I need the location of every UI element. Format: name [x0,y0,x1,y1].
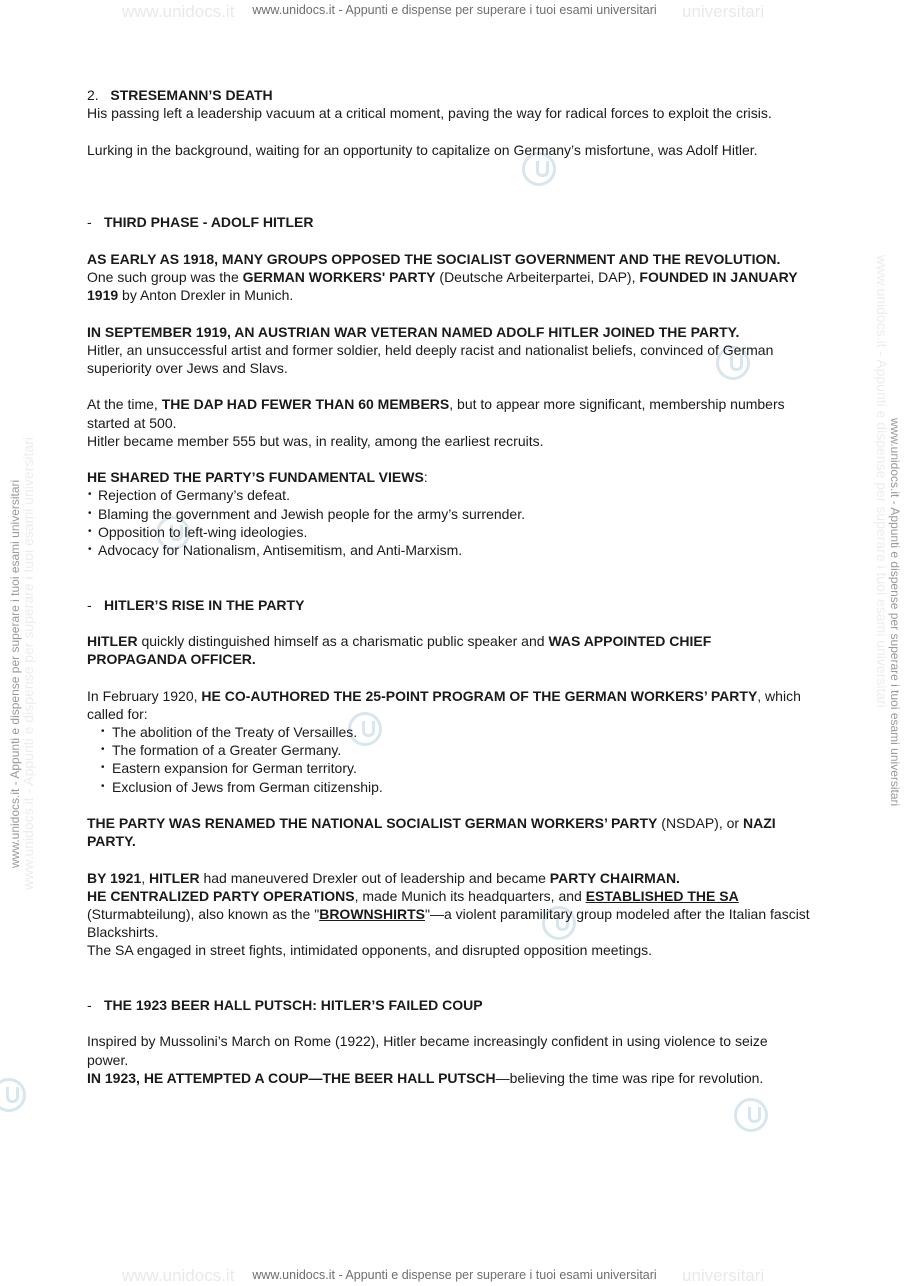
paragraph: Hitler became member 555 but was, in reality, among the earliest recruits. [87,432,544,449]
bullet-list-party-views [87,486,812,559]
unidocs-logo-icon [0,1078,26,1112]
paragraph: HITLER quickly distinguished himself as a charismatic public speaker and WAS APPOINTED CHIEF PROPAGANDA OFFICER. [87,632,712,668]
list-item: • The formation of a Greater Germany. [87,741,812,759]
watermark-ghost-side-left: www.unidocs.it - Appunti e dispense per superare i tuoi esami universitari [20,437,36,890]
watermark-ghost-top-right: universitari [682,2,765,21]
paragraph: Hitler, an unsuccessful artist and former soldier, held deeply racist and nationalist beliefs, convinced of German superiority over Jews and Slavs. [87,341,774,376]
list-item: • Advocacy for Nationalism, Antisemitism, and Anti-Marxism. [87,541,812,559]
watermark-ghost-bottom-left: www.unidocs.it [122,1266,235,1285]
bullet-list-25-point-program [87,723,812,796]
unidocs-logo-icon [734,1098,768,1132]
section-heading-stresemann: 2. STRESEMANN’S DEATH [87,87,273,103]
list-item: • Rejection of Germany’s defeat. [87,486,812,504]
paragraph: HE SHARED THE PARTY’S FUNDAMENTAL VIEWS: [87,469,428,486]
watermark-side-right: www.unidocs.it - Appunti e dispense per superare i tuoi esami universitari [888,418,902,807]
document-body [87,86,812,1087]
paragraph: One such group was the GERMAN WORKERS' PARTY (Deutsche Arbeiterpartei, DAP), FOUNDED IN JANUARY 1919 by Anton Drexler in Munich. [87,268,798,304]
paragraph: HE CENTRALIZED PARTY OPERATIONS, made Munich its headquarters, and ESTABLISHED THE SA (Sturmabteilung), also known as the "BROWNSHIRTS"—a violent paramilitary group modeled after the Italian fascist Blackshirts. [87,887,810,941]
list-item: • Exclusion of Jews from German citizenship. [87,778,812,796]
watermark-header: www.unidocs.it - Appunti e dispense per superare i tuoi esami universitari [252,3,657,17]
watermark-ghost-bottom-right: universitari [682,1266,765,1285]
paragraph: IN 1923, HE ATTEMPTED A COUP—THE BEER HALL PUTSCH—believing the time was ripe for revolution. [87,1069,764,1086]
section-heading-beer-hall-putsch: - THE 1923 BEER HALL PUTSCH: HITLER’S FAILED COUP [87,996,483,1013]
paragraph: BY 1921, HITLER had maneuvered Drexler out of leadership and became PARTY CHAIRMAN. [87,869,680,886]
paragraph: At the time, THE DAP HAD FEWER THAN 60 MEMBERS, but to appear more significant, membership numbers started at 500. [87,396,785,431]
paragraph: THE PARTY WAS RENAMED THE NATIONAL SOCIALIST GERMAN WORKERS’ PARTY (NSDAP), or NAZI PARTY. [87,814,776,850]
section-heading-third-phase: - THIRD PHASE - ADOLF HITLER [87,214,314,231]
list-item: • The abolition of the Treaty of Versailles. [87,723,812,741]
watermark-ghost-top-left: www.unidocs.it [122,2,235,21]
list-item: • Eastern expansion for German territory. [87,759,812,777]
paragraph: In February 1920, HE CO-AUTHORED THE 25-POINT PROGRAM OF THE GERMAN WORKERS’ PARTY, which called for: [87,687,801,722]
list-item: • Opposition to left-wing ideologies. [87,523,812,541]
paragraph: His passing left a leadership vacuum at a critical moment, paving the way for radical forces to exploit the crisis. [87,105,772,122]
list-item: • Blaming the government and Jewish people for the army’s surrender. [87,505,812,523]
paragraph: Lurking in the background, waiting for an opportunity to capitalize on Germany’s misfortune, was Adolf Hitler. [87,141,758,158]
section-heading-hitlers-rise: - HITLER’S RISE IN THE PARTY [87,596,305,613]
watermark-side-left: www.unidocs.it - Appunti e dispense per superare i tuoi esami universitari [8,479,22,868]
paragraph: IN SEPTEMBER 1919, AN AUSTRIAN WAR VETERAN NAMED ADOLF HITLER JOINED THE PARTY. [87,323,740,340]
paragraph: Inspired by Mussolini’s March on Rome (1922), Hitler became increasingly confident in using violence to seize power. [87,1033,768,1068]
watermark-footer: www.unidocs.it - Appunti e dispense per superare i tuoi esami universitari [252,1268,657,1282]
watermark-ghost-side-right: www.unidocs.it - Appunti e dispense per superare i tuoi esami universitari [874,255,890,708]
paragraph: AS EARLY AS 1918, MANY GROUPS OPPOSED THE SOCIALIST GOVERNMENT AND THE REVOLUTION. [87,250,781,267]
paragraph: The SA engaged in street fights, intimidated opponents, and disrupted opposition meetings. [87,942,653,959]
